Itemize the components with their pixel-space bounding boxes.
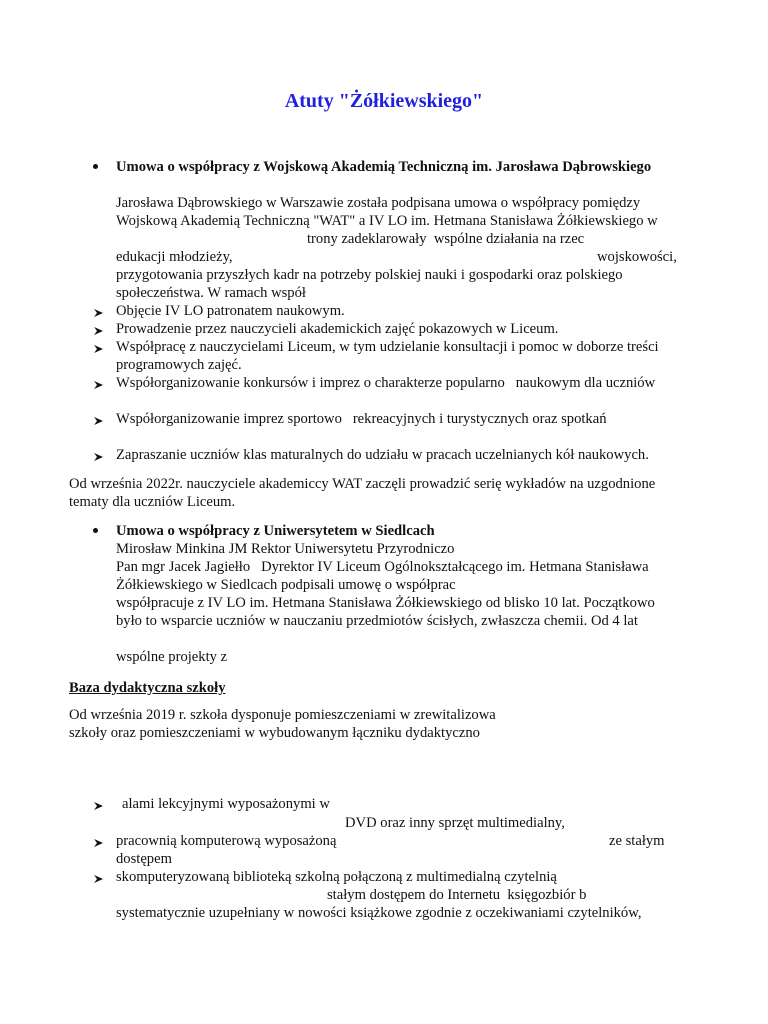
list-item: alami lekcyjnymi wyposażonymi w [122,796,330,812]
wat-paragraph-line: Jarosława Dąbrowskiego w Warszawie została podpisana umowa o współpracy pomiędzy [116,195,641,211]
list-item-continuation: dostępem [116,851,172,867]
arrow-bullet-icon [93,326,105,336]
wat-paragraph-line: trony zadeklarowały wspólne działania na rzec [307,231,585,247]
list-item-continuation: systematycznie uzupełniany w nowości książkowe zgodnie z oczekiwaniami czytelników, [116,905,642,921]
uph-paragraph-line: współpracuje z IV LO im. Hetmana Stanisława Żółkiewskiego od blisko 10 lat. Początkowo [116,595,655,611]
uph-paragraph-line: wspólne projekty z [116,649,228,665]
section-heading-uph: Umowa o współpracy z Uniwersytetem w Siedlcach [116,523,435,539]
wat-paragraph-line: Wojskową Akademią Techniczną "WAT" a IV LO im. Hetmana Stanisława Żółkiewskiego w [116,213,658,229]
arrow-bullet-icon [93,416,105,426]
section-heading-wat: Umowa o współpracy z Wojskową Akademią Techniczną im. Jarosława Dąbrowskiego [116,159,652,175]
wat-paragraph-line: wojskowości, [597,249,677,265]
wat-paragraph-line: przygotowania przyszłych kadr na potrzeby polskiej nauki i gospodarki oraz polskiego [116,267,623,283]
list-item: Objęcie IV LO patronatem naukowym. [116,303,345,319]
wat-summary-line: Od września 2022r. nauczyciele akademiccy WAT zaczęli prowadzić serię wykładów na uzgodnione [69,476,656,492]
bullet-dot [93,528,98,533]
arrow-bullet-icon [93,874,105,884]
section-heading-baza: Baza dydaktyczna szkoły [69,680,226,696]
uph-paragraph-line: było to wsparcie uczniów w nauczaniu przedmiotów ścisłych, zwłaszcza chemii. Od 4 lat [116,613,638,629]
list-item: Zapraszanie uczniów klas maturalnych do udziału w pracach uczelnianych kół naukowych. [116,447,649,463]
arrow-bullet-icon [93,801,105,811]
list-item-continuation: programowych zajęć. [116,357,242,373]
list-item: Współorganizowanie konkursów i imprez o charakterze popularno naukowym dla uczniów [116,375,656,391]
list-item: Współpracę z nauczycielami Liceum, w tym udzielanie konsultacji i pomoc w doborze treści [116,339,659,355]
arrow-bullet-icon [93,838,105,848]
baza-paragraph-line: szkoły oraz pomieszczeniami w wybudowanym łączniku dydaktyczno [69,725,480,741]
baza-paragraph-line: Od września 2019 r. szkoła dysponuje pomieszczeniami w zrewitalizowa [69,707,496,723]
wat-paragraph-line: społeczeństwa. W ramach współ [116,285,306,301]
uph-paragraph-line: Mirosław Minkina JM Rektor Uniwersytetu Przyrodniczo [116,541,455,557]
bullet-dot [93,164,98,169]
list-item-continuation: DVD oraz inny sprzęt multimedialny, [345,815,565,831]
arrow-bullet-icon [93,344,105,354]
list-item: Współorganizowanie imprez sportowo rekreacyjnych i turystycznych oraz spotkań [116,411,607,427]
page-title: Atuty "Żółkiewskiego" [284,90,484,112]
arrow-bullet-icon [93,308,105,318]
list-item: skomputeryzowaną biblioteką szkolną połączoną z multimedialną czytelnią [116,869,557,885]
arrow-bullet-icon [93,452,105,462]
uph-paragraph-line: Pan mgr Jacek Jagiełło Dyrektor IV Liceum Ogólnokształcącego im. Hetmana Stanisława [116,559,649,575]
wat-paragraph-line: edukacji młodzieży, [116,249,233,265]
uph-paragraph-line: Żółkiewskiego w Siedlcach podpisali umowę o współprac [116,577,456,593]
list-item: Prowadzenie przez nauczycieli akademickich zajęć pokazowych w Liceum. [116,321,559,337]
list-item-continuation: stałym dostępem do Internetu księgozbiór b [327,887,587,903]
wat-summary-line: tematy dla uczniów Liceum. [69,494,236,510]
list-item-continuation: ze stałym [609,833,665,849]
arrow-bullet-icon [93,380,105,390]
list-item: pracownią komputerową wyposażoną [116,833,337,849]
